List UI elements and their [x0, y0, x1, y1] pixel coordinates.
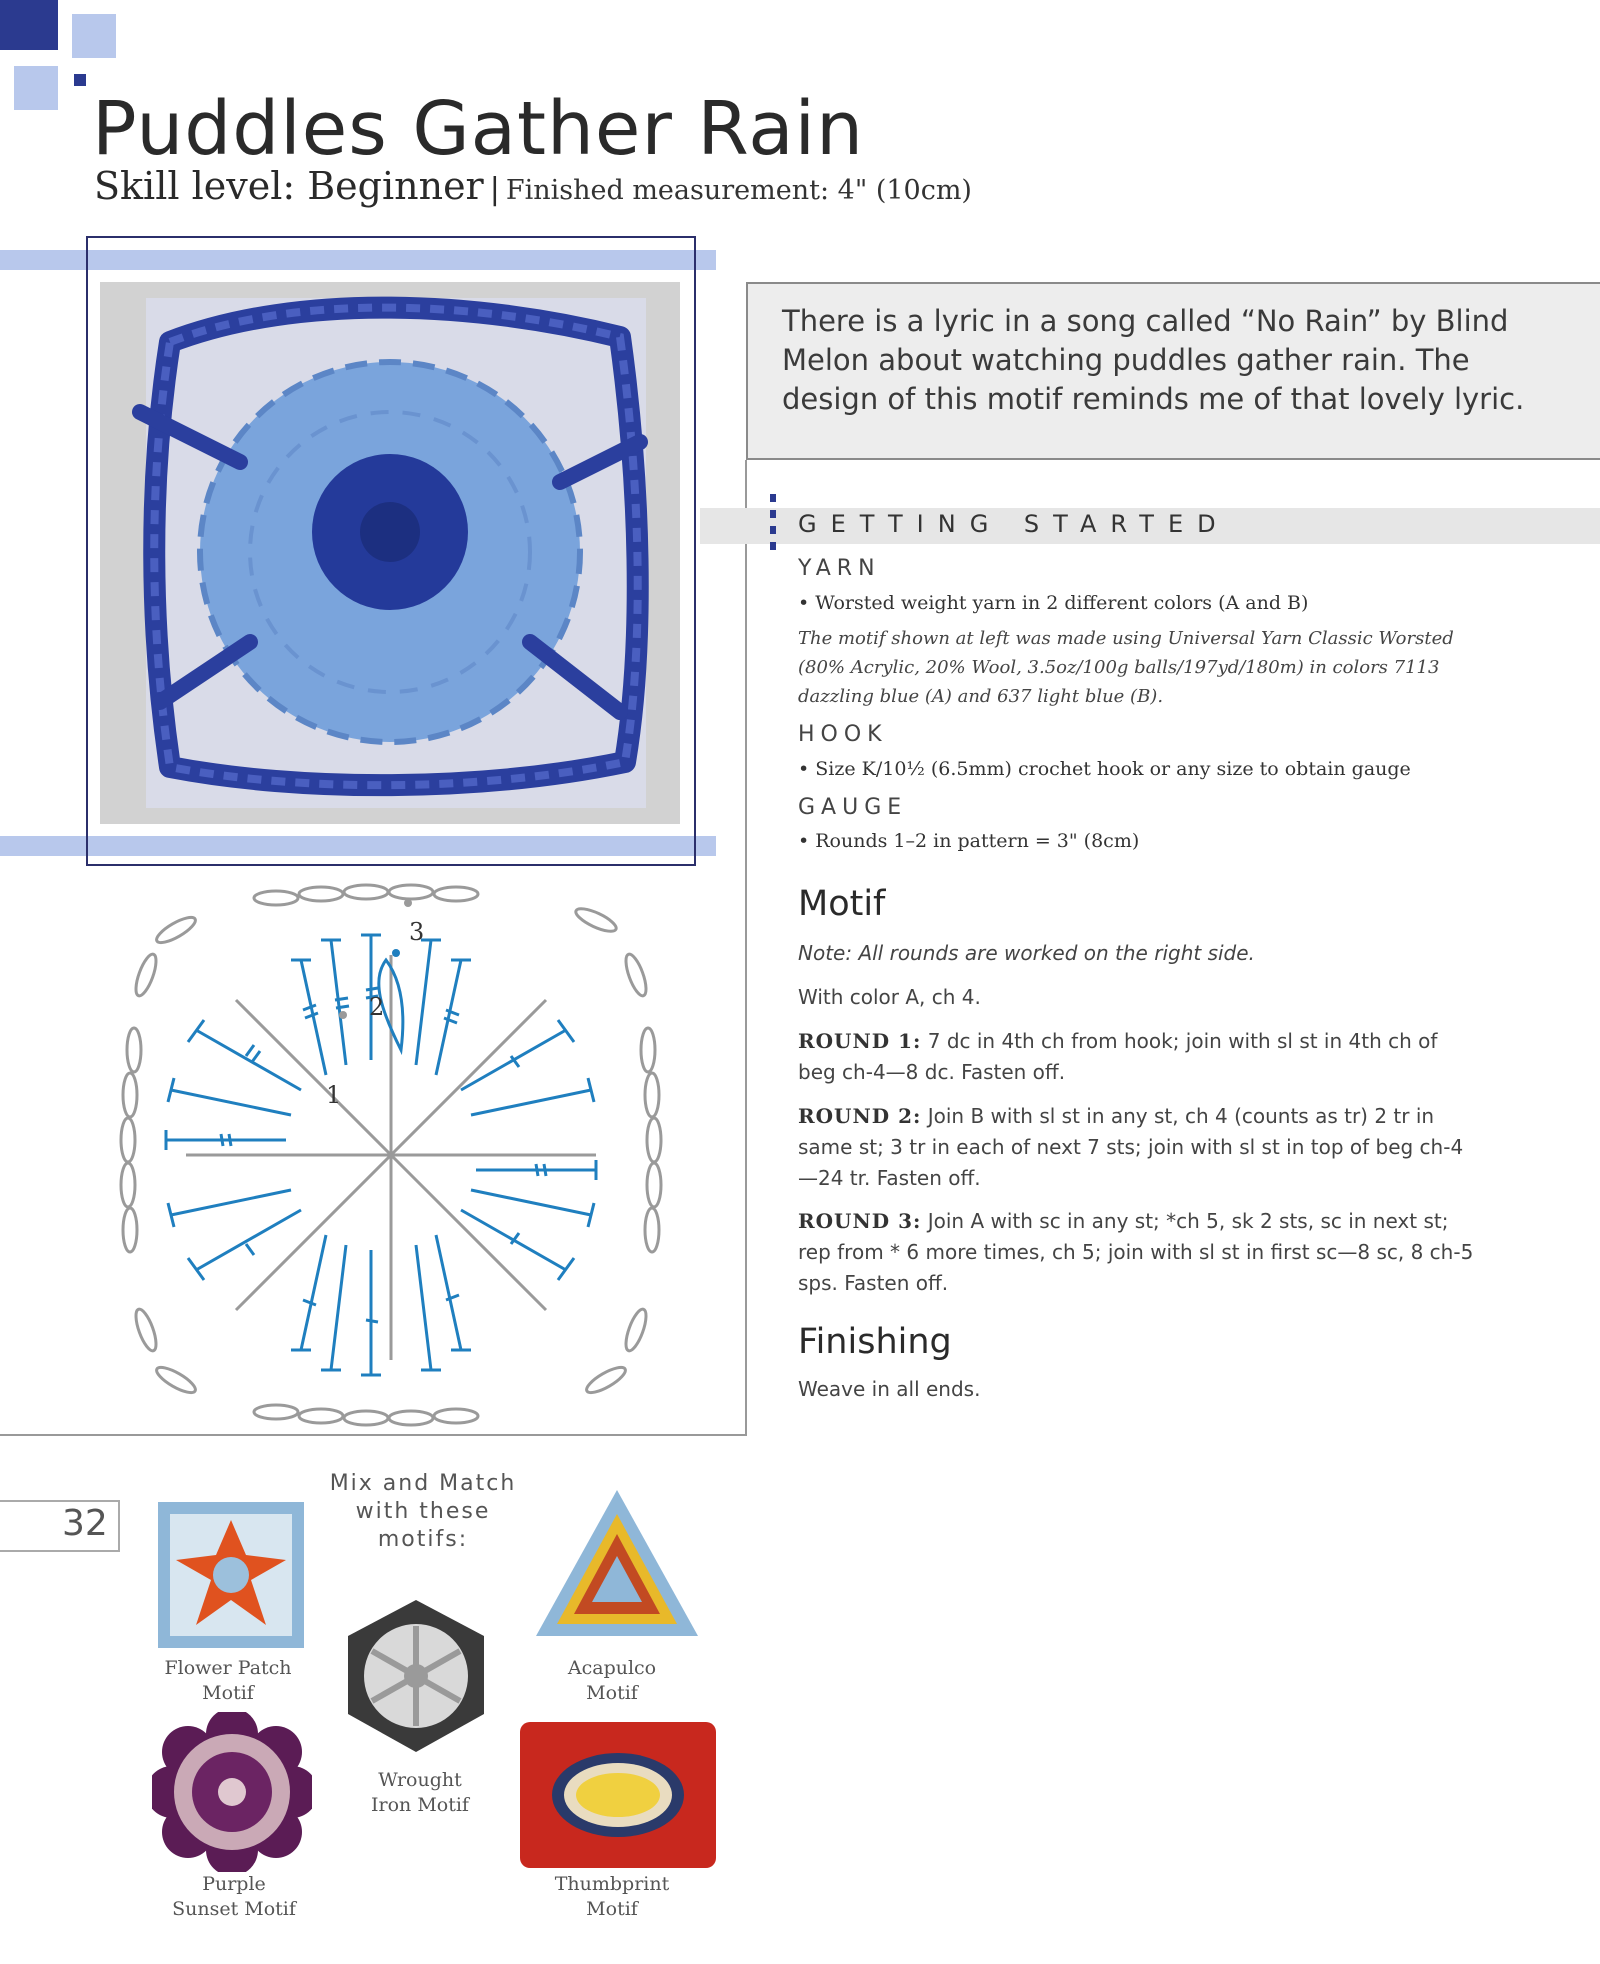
round-3-label: ROUND 3: [798, 1209, 922, 1233]
round-label-1: 1 [326, 1081, 342, 1109]
purple-sunset-motif-image [152, 1712, 312, 1872]
mix-match-title [318, 1470, 528, 1554]
caption-purple-sunset-2: Sunset Motif [172, 1898, 296, 1920]
motif-heading: Motif [798, 884, 886, 924]
round-1-text: 7 dc in 4th ch from hook; join with sl st in 4th ch of beg ch-4—8 dc. Fasten off. [798, 1029, 1438, 1084]
caption-purple-sunset [134, 1872, 334, 1922]
round-label-2: 2 [369, 993, 385, 1021]
motif-note: Note: All rounds are worked on the right side. [798, 941, 1255, 965]
caption-flower-patch [128, 1656, 328, 1706]
round-2 [798, 1101, 1478, 1194]
acapulco-motif-image [532, 1484, 702, 1644]
yarn-heading: YARN [798, 556, 881, 581]
caption-wrought-iron [320, 1768, 520, 1818]
round-2-text: Join B with sl st in any st, ch 4 (counts as tr) 2 tr in same st; 3 tr in each of next 7 sts; join with sl st in top of beg ch-4—24 tr. Fasten off. [798, 1104, 1464, 1190]
finishing-text: Weave in all ends. [798, 1377, 981, 1401]
divider-vertical [745, 460, 747, 1436]
round-1-label: ROUND 1: [798, 1029, 922, 1053]
page-title: Puddles Gather Rain [92, 86, 865, 172]
mix-title-line-3: motifs: [377, 1527, 469, 1552]
flower-patch-motif-image [156, 1500, 306, 1650]
page-number: 32 [62, 1503, 108, 1544]
round-2-label: ROUND 2: [798, 1104, 922, 1128]
finishing-heading: Finishing [798, 1322, 952, 1362]
caption-acapulco-1: Acapulco [567, 1657, 657, 1679]
divider-horizontal [0, 1434, 747, 1436]
gauge-item: • Rounds 1–2 in pattern = 3" (8cm) [798, 830, 1140, 852]
mix-title-line-2: with these [355, 1499, 491, 1524]
caption-wrought-iron-1: Wrought [378, 1769, 462, 1791]
motif-photo-illustration [100, 282, 680, 824]
wrought-iron-motif-image [338, 1596, 494, 1756]
start-dot-2 [392, 949, 400, 957]
caption-flower-patch-2: Motif [202, 1682, 254, 1704]
caption-acapulco [512, 1656, 712, 1706]
hook-heading: HOOK [798, 722, 888, 747]
finished-measurement: Finished measurement: 4" (10cm) [505, 175, 972, 206]
crochet-chart [116, 880, 676, 1430]
gauge-heading: GAUGE [798, 795, 908, 820]
caption-thumbprint-1: Thumbprint [554, 1873, 670, 1895]
skill-level: Skill level: Beginner [94, 164, 484, 208]
caption-wrought-iron-2: Iron Motif [371, 1794, 469, 1816]
yarn-item: • Worsted weight yarn in 2 different colors (A and B) [798, 592, 1309, 614]
corner-square-small [74, 74, 86, 86]
hook-item: • Size K/10½ (6.5mm) crochet hook or any size to obtain gauge [798, 758, 1411, 780]
start-dot-3 [404, 899, 412, 907]
start-dot-1 [339, 1011, 347, 1019]
caption-acapulco-2: Motif [586, 1682, 638, 1704]
caption-flower-patch-1: Flower Patch [164, 1657, 292, 1679]
subtitle-separator: | [489, 172, 500, 207]
round-3 [798, 1206, 1478, 1299]
caption-thumbprint [512, 1872, 712, 1922]
corner-square-dark [0, 0, 58, 50]
corner-square-light [72, 14, 116, 58]
motif-photo [100, 282, 680, 824]
motif-start: With color A, ch 4. [798, 985, 981, 1009]
intro-text: There is a lyric in a song called “No Rain” by Blind Melon about watching puddles gather rain. The design of this motif reminds me of that lovely lyric. [782, 304, 1525, 416]
section-marker [770, 494, 776, 552]
subtitle [94, 164, 972, 208]
corner-square-light-2 [14, 66, 58, 110]
thumbprint-motif-image [518, 1720, 718, 1870]
yarn-note: The motif shown at left was made using Universal Yarn Classic Worsted (80% Acrylic, 20% Wool, 3.5oz/100g balls/197yd/180m) in colors 7113 dazzling blue (A) and 637 light blue (B). [798, 628, 1454, 707]
mix-title-line-1: Mix and Match [329, 1471, 517, 1496]
caption-thumbprint-2: Motif [586, 1898, 638, 1920]
caption-purple-sunset-1: Purple [202, 1873, 266, 1895]
getting-started-title: GETTING STARTED [798, 510, 1230, 538]
round-3-text: Join A with sc in any st; *ch 5, sk 2 sts, sc in next st; rep from * 6 more times, ch 5; join with sl st in first sc—8 sc, 8 ch-5 sps. Fasten off. [798, 1209, 1474, 1295]
round-label-3: 3 [409, 918, 425, 946]
round-1 [798, 1026, 1478, 1088]
